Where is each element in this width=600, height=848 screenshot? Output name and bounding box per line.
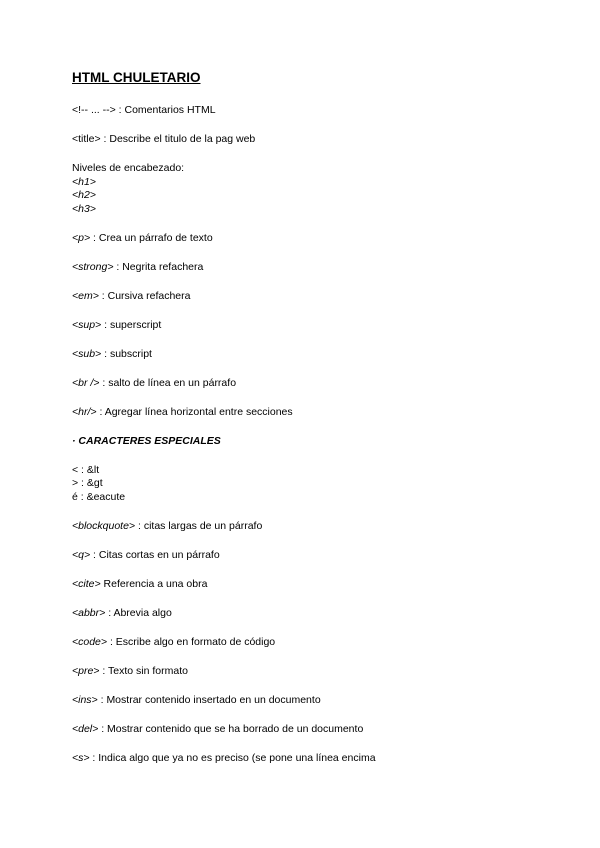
entry-s xyxy=(72,752,572,766)
section-heading: · CARACTERES ESPECIALES xyxy=(72,434,221,447)
entry-desc: : Cursiva refachera xyxy=(98,289,191,302)
entry-abbr xyxy=(72,607,572,621)
spacer xyxy=(72,361,572,377)
entry-tag: <h3> xyxy=(72,202,96,215)
entry-h1 xyxy=(72,176,572,190)
spacer xyxy=(72,562,572,578)
spacer xyxy=(72,303,572,319)
entry-tag: <del> xyxy=(72,722,99,735)
entry-desc: : salto de línea en un párrafo xyxy=(99,376,237,389)
spacer xyxy=(72,419,572,435)
entry-desc: : superscript xyxy=(101,318,162,331)
entry-cite xyxy=(72,578,572,592)
spacer xyxy=(72,274,572,290)
entry-pre xyxy=(72,665,572,679)
entry-del xyxy=(72,723,572,737)
spacer xyxy=(72,736,572,752)
spacer xyxy=(72,504,572,520)
entry-code xyxy=(72,636,572,650)
entry-p xyxy=(72,232,572,246)
entry-desc: : Mostrar contenido que se ha borrado de un documento xyxy=(98,722,364,735)
entry-br xyxy=(72,377,572,391)
spacer xyxy=(72,245,572,261)
entry-sup xyxy=(72,319,572,333)
entry-tag: <hr/> xyxy=(72,405,97,418)
entry-eacute xyxy=(72,491,572,505)
entry-q xyxy=(72,549,572,563)
entry-desc: : subscript xyxy=(101,347,152,360)
entry-desc: Referencia a una obra xyxy=(100,577,208,590)
entry-tag: <sub> xyxy=(72,347,102,360)
entry-tag: <strong> xyxy=(72,260,114,273)
entry-sub xyxy=(72,348,572,362)
entry-tag: <pre> xyxy=(72,664,100,677)
spacer xyxy=(72,620,572,636)
entry-tag: <q> xyxy=(72,548,91,561)
section-heading-special-chars xyxy=(72,435,572,449)
spacer xyxy=(72,448,572,464)
entry-title-tag xyxy=(72,133,572,147)
spacer xyxy=(72,216,572,232)
entry-lt xyxy=(72,464,572,478)
entry-desc: : Indica algo que ya no es preciso (se pone una línea encima xyxy=(89,751,376,764)
spacer xyxy=(72,649,572,665)
spacer xyxy=(72,332,572,348)
entry-desc: : Abrevia algo xyxy=(105,606,172,619)
entry-hr xyxy=(72,406,572,420)
entry-blockquote xyxy=(72,520,572,534)
entry-desc: : Crea un párrafo de texto xyxy=(90,231,213,244)
entry-desc: : Texto sin formato xyxy=(99,664,188,677)
heading-levels-label xyxy=(72,162,572,176)
entry-desc: < : &lt xyxy=(72,463,100,476)
entry-desc: : citas largas de un párrafo xyxy=(135,519,263,532)
entry-h3 xyxy=(72,203,572,217)
entry-gt xyxy=(72,477,572,491)
entry-desc: : Agregar línea horizontal entre secciones xyxy=(96,405,293,418)
entry-tag: <s> xyxy=(72,751,90,764)
spacer xyxy=(72,118,572,134)
entry-tag: <em> xyxy=(72,289,99,302)
spacer xyxy=(72,390,572,406)
entry-comments xyxy=(72,104,572,118)
entry-desc: é : &eacute xyxy=(72,490,126,503)
entry-desc: <title> : Describe el titulo de la pag web xyxy=(72,133,256,145)
spacer xyxy=(72,533,572,549)
entry-tag: <br /> xyxy=(72,376,100,389)
entry-tag: <p> xyxy=(72,231,91,244)
entry-desc: : Escribe algo en formato de código xyxy=(107,635,276,648)
entry-tag: <blockquote> xyxy=(72,519,136,532)
entry-tag: <ins> xyxy=(72,693,98,706)
entry-desc: <!-- ... --> : Comentarios HTML xyxy=(72,104,216,116)
entry-ins xyxy=(72,694,572,708)
spacer xyxy=(72,707,572,723)
entry-strong xyxy=(72,261,572,275)
entry-desc: : Citas cortas en un párrafo xyxy=(90,548,220,561)
document-page xyxy=(72,70,572,765)
spacer xyxy=(72,591,572,607)
entry-tag: <h1> xyxy=(72,175,96,188)
document-title: HTML CHULETARIO xyxy=(72,70,201,85)
entry-desc: : Negrita refachera xyxy=(113,260,204,273)
entry-tag: <code> xyxy=(72,635,108,648)
spacer xyxy=(72,147,572,163)
entry-tag: <sup> xyxy=(72,318,102,331)
entry-em xyxy=(72,290,572,304)
spacer xyxy=(72,678,572,694)
entry-tag: <h2> xyxy=(72,189,96,201)
entry-desc: Niveles de encabezado: xyxy=(72,162,185,174)
entry-tag: <cite> xyxy=(72,577,101,590)
entry-tag: <abbr> xyxy=(72,606,106,619)
entry-desc: : Mostrar contenido insertado en un documento xyxy=(97,693,321,706)
entry-h2 xyxy=(72,189,572,203)
entry-desc: > : &gt xyxy=(72,477,103,489)
